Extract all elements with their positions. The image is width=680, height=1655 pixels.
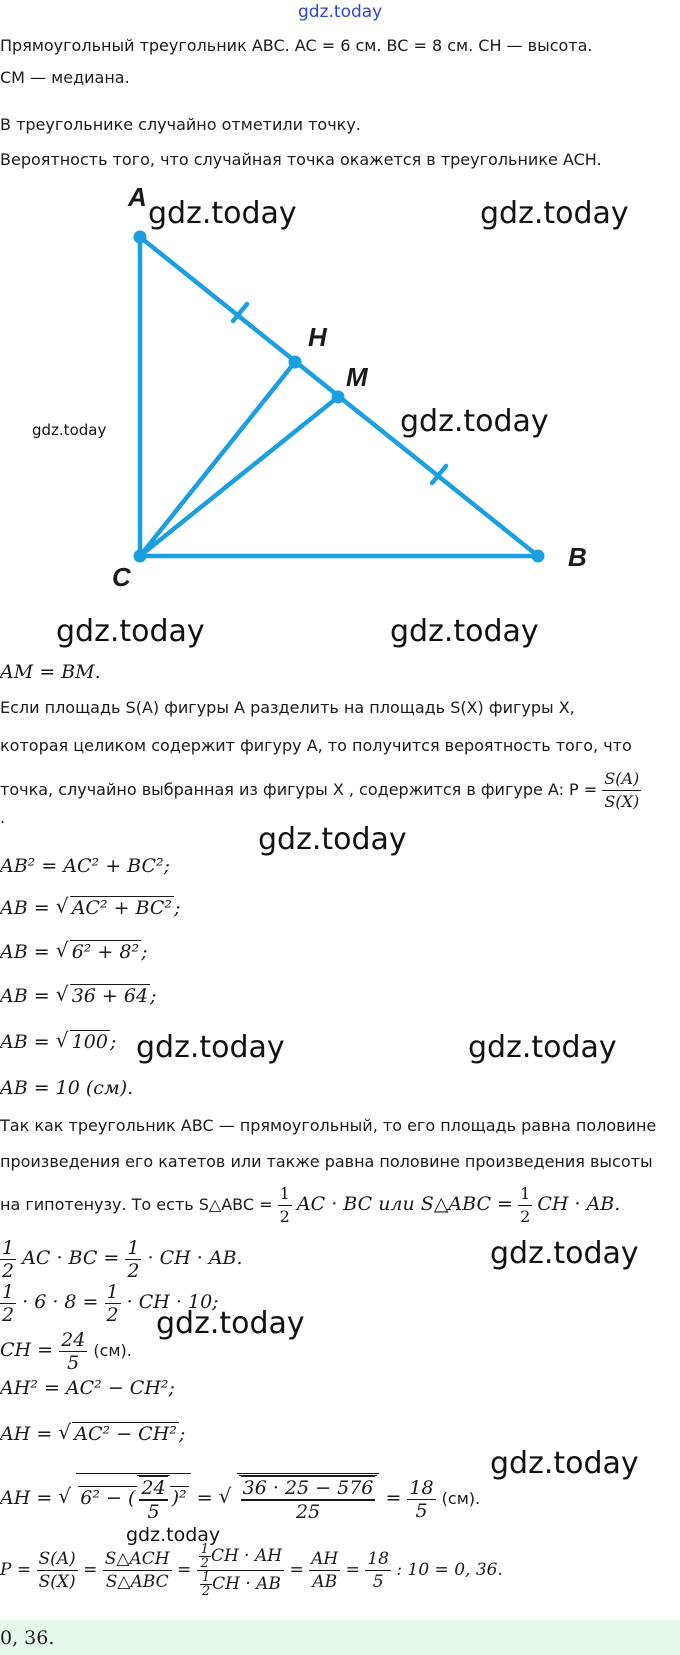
fraction: $\frac{1}{2}$ [2, 1280, 15, 1326]
fraction: $\frac{1}{2}$ [520, 1184, 531, 1226]
fraction: $\frac{1}{2}$ [106, 1280, 119, 1326]
fraction: $\frac{1}{2}$ [127, 1236, 140, 1282]
equation: AB² = AC² + BC²; [0, 855, 171, 877]
equation: $\frac{1}{2}$ · 6 · 8 = $\frac{1}{2}$ · CH · 10; [2, 1280, 219, 1326]
watermark: gdz.today [32, 421, 107, 439]
watermark: gdz.today [490, 1236, 639, 1271]
problem-line: Вероятность того, что случайная точка окажется в треугольнике ACH. [0, 150, 602, 169]
equation: CH = $\frac{24}{5}$ (см). [0, 1328, 132, 1374]
point-c [134, 550, 147, 563]
rule-line: Если площадь S(A) фигуры A разделить на площадь S(X) фигуры X, [0, 698, 575, 717]
area-line: Так как треугольник ABC — прямоугольный, то его площадь равна половине [0, 1116, 657, 1135]
fraction: $\frac{S(A)}{S(X)}$ [604, 769, 640, 811]
fraction: $\frac{1}{2}$ [279, 1184, 290, 1226]
label-b: B [568, 542, 587, 572]
problem-line: В треугольнике случайно отметили точку. [0, 115, 361, 134]
label-h: H [308, 322, 327, 352]
rule-line: точка, случайно выбранная из фигуры X , содержится в фигуре A: P = $\frac{S(A)}{S(X)}$ [0, 769, 640, 811]
fraction: $\frac{1}{2}$ [2, 1236, 15, 1282]
watermark: gdz.today [56, 614, 205, 649]
watermark: gdz.today [298, 2, 383, 22]
equation: AB = 10 (см). [0, 1077, 134, 1099]
equation: AB = √ 6² + 8² ; [0, 942, 148, 962]
problem-line: CM — медиана. [0, 68, 130, 87]
dot: . [0, 808, 6, 827]
label-m: M [346, 362, 368, 392]
equation: P = $\frac{S(A)}{S(X)}$ = $\frac{\text{S△ACH}}{\text{S△ABC}}$ = $\frac{1}{2}$ CH · AH $\frac{1}{2}$ CH · AB = $\frac{AH}{AB}$ = $\frac{18}{5}$ : 10 = 0, 36. [0, 1542, 503, 1599]
equation: AH = √ 6² − ( $\frac{24}{5}$ )² = √ $\frac{36 \cdot 25 - 576}{25}$ = $\frac{18}{5}$ (см). [0, 1470, 480, 1526]
label-a: A [128, 182, 147, 212]
triangle-figure [0, 0, 680, 620]
problem-line: Прямоугольный треугольник ABC. AC = 6 см. BC = 8 см. CH — высота. [0, 36, 593, 55]
point-a [134, 231, 147, 244]
watermark: gdz.today [480, 196, 629, 231]
equation: AB = √ 100 ; [0, 1032, 116, 1052]
watermark: gdz.today [156, 1306, 305, 1341]
equation: $\frac{1}{2}$ AC · BC = $\frac{1}{2}$ · CH · AB. [2, 1236, 243, 1282]
equation: AH² = AC² − CH²; [0, 1377, 175, 1399]
label-c: C [112, 562, 131, 592]
area-line: на гипотенузу. То есть S△ABC = $\frac{1}{2}$ AC · BC или S△ABC = $\frac{1}{2}$ CH · AB. [0, 1184, 621, 1226]
point-b [532, 550, 545, 563]
height-ch [140, 362, 295, 556]
median-cm [140, 397, 338, 556]
equation: AM = BM. [0, 661, 101, 683]
point-m [332, 391, 345, 404]
watermark: gdz.today [148, 196, 297, 231]
watermark: gdz.today [390, 614, 539, 649]
point-h [289, 356, 302, 369]
fraction: $\frac{24}{5}$ [61, 1328, 86, 1374]
watermark: gdz.today [400, 404, 549, 439]
equation: AB = √ AC² + BC² ; [0, 898, 180, 918]
watermark: gdz.today [136, 1030, 285, 1065]
answer: 0, 36. [0, 1627, 55, 1649]
watermark: gdz.today [126, 1524, 221, 1546]
answer-box [0, 1620, 680, 1655]
area-line: произведения его катетов или также равна половине произведения высоты [0, 1152, 653, 1171]
equation: AH = √ AC² − CH² ; [0, 1424, 185, 1444]
equation: AB = √ 36 + 64 ; [0, 986, 156, 1006]
rule-line: которая целиком содержит фигуру A, то получится вероятность того, что [0, 736, 632, 755]
watermark: gdz.today [468, 1030, 617, 1065]
watermark: gdz.today [258, 822, 407, 857]
watermark: gdz.today [490, 1446, 639, 1481]
